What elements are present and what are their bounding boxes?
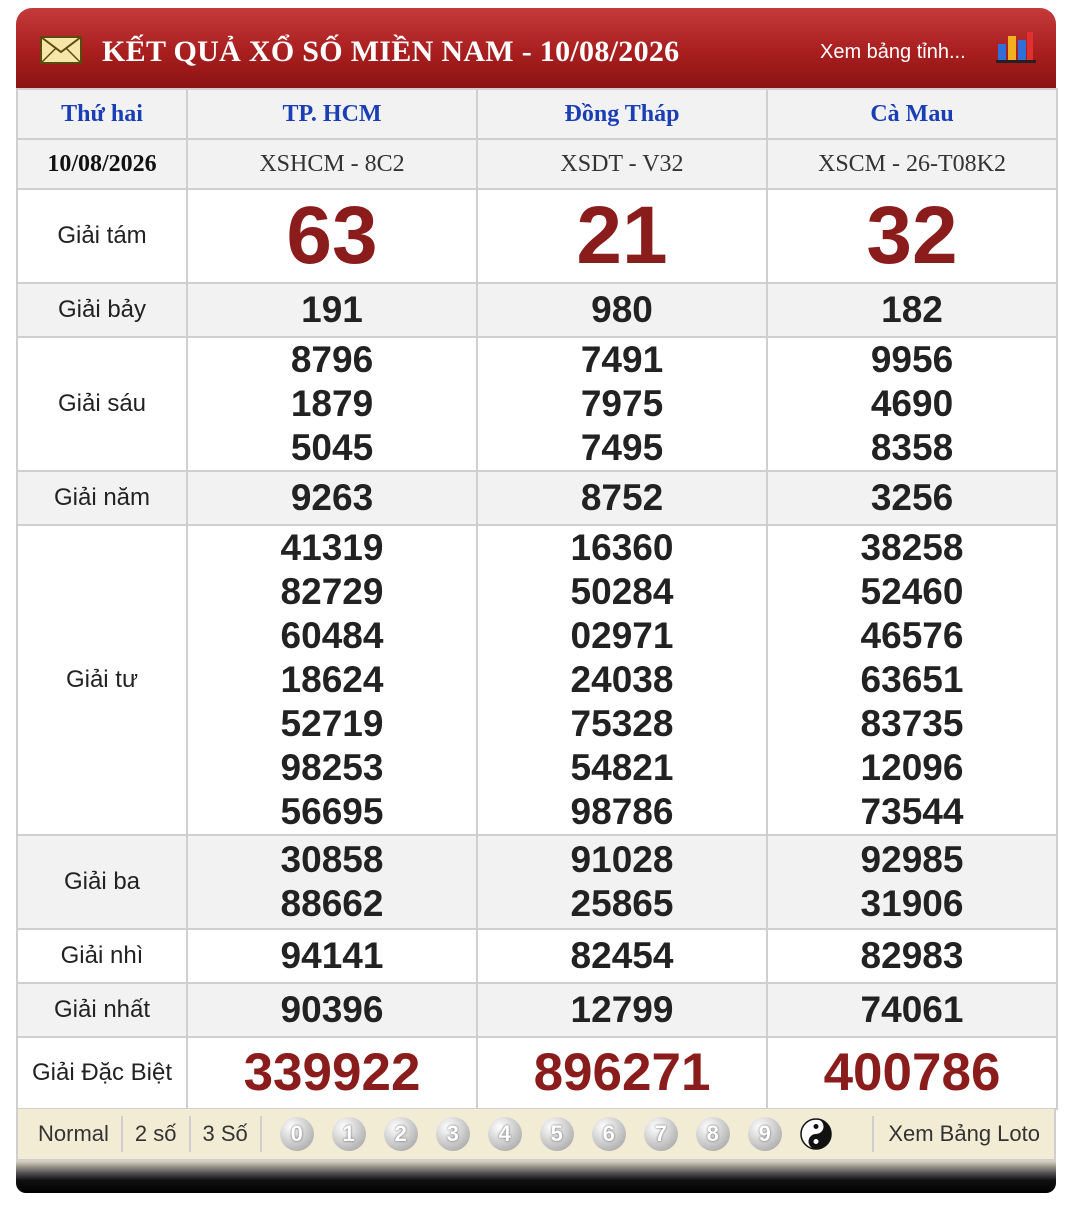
results-widget <box>16 8 1056 1193</box>
envelope-icon <box>40 36 82 64</box>
prize-cell <box>187 929 477 983</box>
yin-yang-icon[interactable] <box>800 1118 832 1150</box>
code-dong-thap: XSDT - V32 <box>477 139 767 189</box>
prize-row-g4 <box>17 525 1057 835</box>
prize-number: 12096 <box>860 747 964 788</box>
results-header <box>16 8 1056 90</box>
prize-cell <box>767 983 1057 1037</box>
prize-label: Giải năm <box>17 471 187 525</box>
prize-cell <box>187 835 477 929</box>
prize-number: 24038 <box>570 659 674 700</box>
prize-number: 63651 <box>860 659 964 700</box>
prize-number: 98786 <box>570 791 674 832</box>
special-prize-number: 896271 <box>533 1043 711 1102</box>
prize-number: 75328 <box>570 703 674 744</box>
view-provinces-link[interactable]: Xem bảng tỉnh... <box>820 41 966 63</box>
prize-label: Giải Đặc Biệt <box>17 1037 187 1109</box>
prize-row-g3 <box>17 835 1057 929</box>
widget-footer-bar <box>16 1161 1056 1193</box>
digit-2-button[interactable]: 2 <box>384 1117 418 1151</box>
normal-mode-button[interactable]: Normal <box>18 1116 123 1152</box>
prize-number: 7491 <box>580 339 664 380</box>
prize-number: 7495 <box>580 427 664 468</box>
prize-number: 82729 <box>280 571 384 612</box>
prize-number: 18624 <box>280 659 384 700</box>
prize-number: 3256 <box>870 477 954 518</box>
prize-number: 02971 <box>570 615 674 656</box>
prize-cell <box>187 525 477 835</box>
prize-number: 980 <box>591 289 653 330</box>
prize-row-g2 <box>17 929 1057 983</box>
prize-number: 88662 <box>280 883 384 924</box>
prize-number: 73544 <box>860 791 964 832</box>
prize-cell <box>477 525 767 835</box>
prize-cell <box>767 189 1057 283</box>
prize-number: 9263 <box>290 477 374 518</box>
weekday-cell: Thứ hai <box>17 89 187 139</box>
prize-cell <box>477 835 767 929</box>
prize-cell <box>187 189 477 283</box>
prize-label: Giải bảy <box>17 283 187 337</box>
prize-cell <box>187 337 477 471</box>
digit-8-button[interactable]: 8 <box>696 1117 730 1151</box>
prize-number: 21 <box>576 190 668 281</box>
prize-number: 52460 <box>860 571 964 612</box>
prize-number: 98253 <box>280 747 384 788</box>
digit-9-button[interactable]: 9 <box>748 1117 782 1151</box>
prize-cell <box>187 983 477 1037</box>
prize-number: 191 <box>301 289 363 330</box>
prize-cell <box>477 471 767 525</box>
prize-number: 4690 <box>870 383 954 424</box>
prize-row-g5 <box>17 471 1057 525</box>
prize-cell <box>477 929 767 983</box>
province-ca-mau[interactable]: Cà Mau <box>767 89 1057 139</box>
bar-chart-icon[interactable] <box>996 30 1036 64</box>
prize-cell <box>477 337 767 471</box>
prize-number: 82454 <box>570 935 674 976</box>
prize-number: 32 <box>866 190 958 281</box>
special-prize-number: 400786 <box>823 1043 1001 1102</box>
prize-number: 82983 <box>860 935 964 976</box>
code-tp-hcm: XSHCM - 8C2 <box>187 139 477 189</box>
prize-row-g7 <box>17 283 1057 337</box>
page-title: KẾT QUẢ XỔ SỐ MIỀN NAM - 10/08/2026 <box>102 35 680 68</box>
prize-row-g6 <box>17 337 1057 471</box>
digit-6-button[interactable]: 6 <box>592 1117 626 1151</box>
prize-number: 60484 <box>280 615 384 656</box>
prize-label: Giải sáu <box>17 337 187 471</box>
prize-number: 8752 <box>580 477 664 518</box>
prize-cell <box>187 471 477 525</box>
prize-number: 52719 <box>280 703 384 744</box>
prize-number: 9956 <box>870 339 954 380</box>
prize-cell <box>767 929 1057 983</box>
prize-number: 30858 <box>280 839 384 880</box>
prize-number: 8796 <box>290 339 374 380</box>
prize-number: 8358 <box>870 427 954 468</box>
prize-number: 7975 <box>580 383 664 424</box>
prize-cell <box>767 835 1057 929</box>
prize-number: 38258 <box>860 527 964 568</box>
prize-number: 56695 <box>280 791 384 832</box>
code-ca-mau: XSCM - 26-T08K2 <box>767 139 1057 189</box>
results-table <box>16 88 1058 1110</box>
prize-number: 74061 <box>860 989 964 1030</box>
prize-number: 41319 <box>280 527 384 568</box>
prize-number: 83735 <box>860 703 964 744</box>
prize-cell <box>767 337 1057 471</box>
prize-cell <box>767 1037 1057 1109</box>
prize-number: 182 <box>881 289 943 330</box>
three-digit-mode-button[interactable]: 3 Số <box>191 1116 262 1152</box>
special-prize-number: 339922 <box>243 1043 421 1102</box>
prize-number: 63 <box>286 190 378 281</box>
display-toolbar <box>16 1109 1056 1161</box>
prize-cell <box>767 525 1057 835</box>
prize-row-special <box>17 1037 1057 1109</box>
two-digit-mode-button[interactable]: 2 số <box>123 1116 191 1152</box>
prize-label: Giải ba <box>17 835 187 929</box>
province-dong-thap[interactable]: Đồng Tháp <box>477 89 767 139</box>
prize-cell <box>477 1037 767 1109</box>
prize-row-g8 <box>17 189 1057 283</box>
view-loto-table-link[interactable]: Xem Bảng Loto <box>872 1116 1054 1152</box>
digit-1-button[interactable]: 1 <box>332 1117 366 1151</box>
prize-cell <box>767 471 1057 525</box>
prize-number: 94141 <box>280 935 384 976</box>
draw-date-cell: 10/08/2026 <box>17 139 187 189</box>
prize-number: 1879 <box>290 383 374 424</box>
ticket-code-row <box>17 139 1057 189</box>
prize-number: 12799 <box>570 989 674 1030</box>
digit-7-button[interactable]: 7 <box>644 1117 678 1151</box>
prize-cell <box>187 283 477 337</box>
prize-cell <box>767 283 1057 337</box>
prize-number: 5045 <box>290 427 374 468</box>
prize-number: 25865 <box>570 883 674 924</box>
digit-filter-group <box>280 1117 850 1151</box>
prize-label: Giải nhất <box>17 983 187 1037</box>
province-header-row <box>17 89 1057 139</box>
prize-number: 46576 <box>860 615 964 656</box>
prize-number: 54821 <box>570 747 674 788</box>
prize-number: 90396 <box>280 989 384 1030</box>
prize-number: 31906 <box>860 883 964 924</box>
prize-number: 92985 <box>860 839 964 880</box>
digit-4-button[interactable]: 4 <box>488 1117 522 1151</box>
digit-3-button[interactable]: 3 <box>436 1117 470 1151</box>
prize-label: Giải nhì <box>17 929 187 983</box>
prize-label: Giải tư <box>17 525 187 835</box>
digit-5-button[interactable]: 5 <box>540 1117 574 1151</box>
prize-cell <box>477 283 767 337</box>
prize-cell <box>477 983 767 1037</box>
prize-row-g1 <box>17 983 1057 1037</box>
prize-cell <box>187 1037 477 1109</box>
province-tp-hcm[interactable]: TP. HCM <box>187 89 477 139</box>
prize-number: 16360 <box>570 527 674 568</box>
prize-number: 50284 <box>570 571 674 612</box>
prize-number: 91028 <box>570 839 674 880</box>
prize-cell <box>477 189 767 283</box>
digit-0-button[interactable]: 0 <box>280 1117 314 1151</box>
prize-label: Giải tám <box>17 189 187 283</box>
